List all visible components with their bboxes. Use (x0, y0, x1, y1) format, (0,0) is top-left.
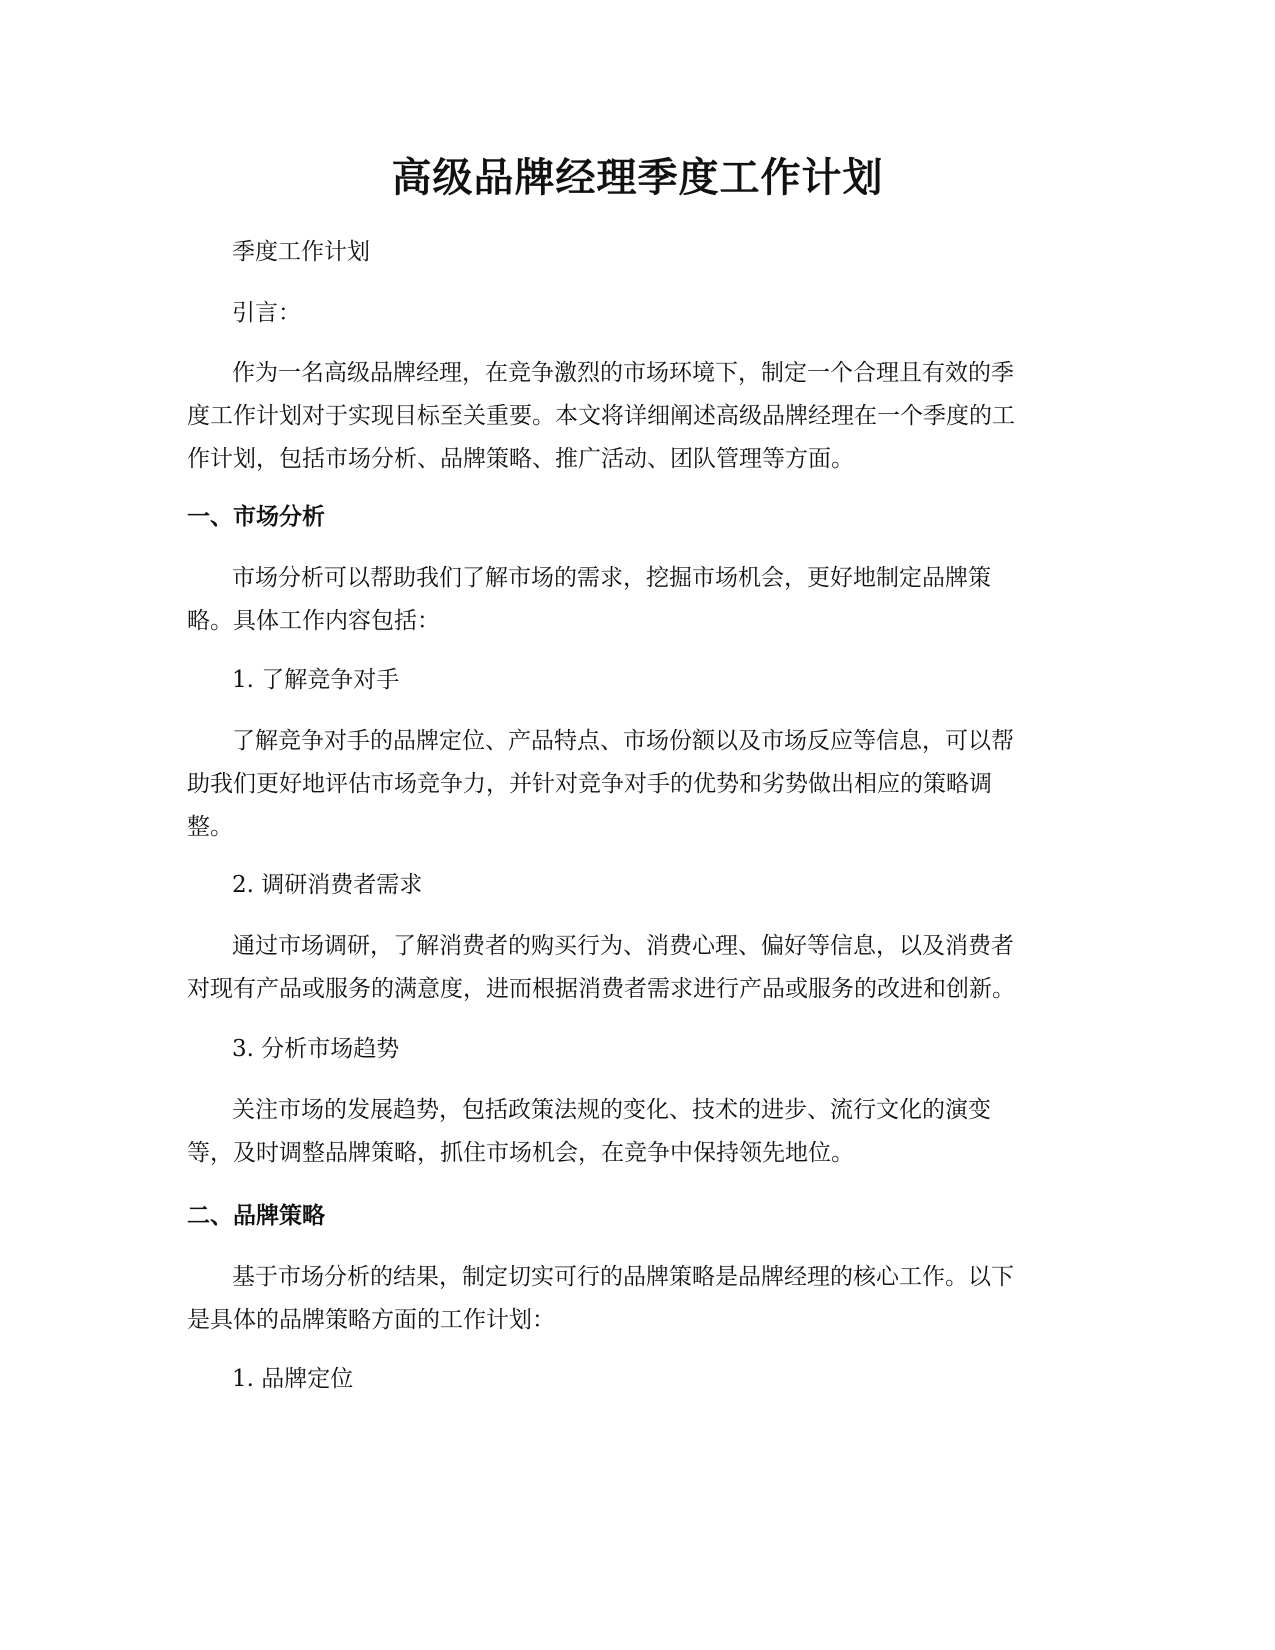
item-line: 等，及时调整品牌策略，抓住市场机会，在竞争中保持领先地位。 (187, 1140, 854, 1166)
item-line: 关注市场的发展趋势，包括政策法规的变化、技术的进步、流行文化的演变 (232, 1097, 991, 1123)
section2-intro-line: 是具体的品牌策略方面的工作计划： (187, 1307, 555, 1333)
intro-line: 作为一名高级品牌经理，在竞争激烈的市场环境下，制定一个合理且有效的季 (232, 360, 1014, 386)
intro-label: 引言： (232, 300, 301, 326)
intro-paragraph (187, 352, 1087, 481)
item-paragraph-market-trends (187, 1089, 1087, 1175)
item-title-market-trends: 3. 分析市场趋势 (232, 1036, 400, 1062)
item-line: 通过市场调研，了解消费者的购买行为、消费心理、偏好等信息，以及消费者 (232, 933, 1014, 959)
item-line: 了解竞争对手的品牌定位、产品特点、市场份额以及市场反应等信息，可以帮 (232, 728, 1014, 754)
section2-intro-paragraph (187, 1256, 1087, 1342)
section1-intro-paragraph (187, 557, 1087, 643)
subtitle: 季度工作计划 (232, 239, 370, 265)
section-heading-brand-strategy: 二、品牌策略 (187, 1203, 325, 1229)
item-title-brand-positioning: 1. 品牌定位 (232, 1366, 354, 1392)
section2-intro-line: 基于市场分析的结果，制定切实可行的品牌策略是品牌经理的核心工作。以下 (232, 1264, 1014, 1290)
item-title-consumer-research: 2. 调研消费者需求 (232, 872, 423, 898)
item-title-competitors: 1. 了解竞争对手 (232, 667, 400, 693)
section-heading-market-analysis: 一、市场分析 (187, 504, 325, 530)
item-line: 整。 (187, 814, 233, 840)
item-line: 对现有产品或服务的满意度，进而根据消费者需求进行产品或服务的改进和创新。 (187, 976, 1015, 1002)
item-line: 助我们更好地评估市场竞争力，并针对竞争对手的优势和劣势做出相应的策略调 (187, 771, 992, 797)
item-paragraph-consumer-research (187, 925, 1087, 1011)
section1-intro-line: 市场分析可以帮助我们了解市场的需求，挖掘市场机会，更好地制定品牌策 (232, 565, 991, 591)
section1-intro-line: 略。具体工作内容包括： (187, 608, 440, 634)
item-paragraph-competitors (187, 720, 1087, 849)
intro-line: 作计划，包括市场分析、品牌策略、推广活动、团队管理等方面。 (187, 446, 854, 472)
document-title: 高级品牌经理季度工作计划 (391, 155, 884, 201)
intro-line: 度工作计划对于实现目标至关重要。本文将详细阐述高级品牌经理在一个季度的工 (187, 403, 1015, 429)
